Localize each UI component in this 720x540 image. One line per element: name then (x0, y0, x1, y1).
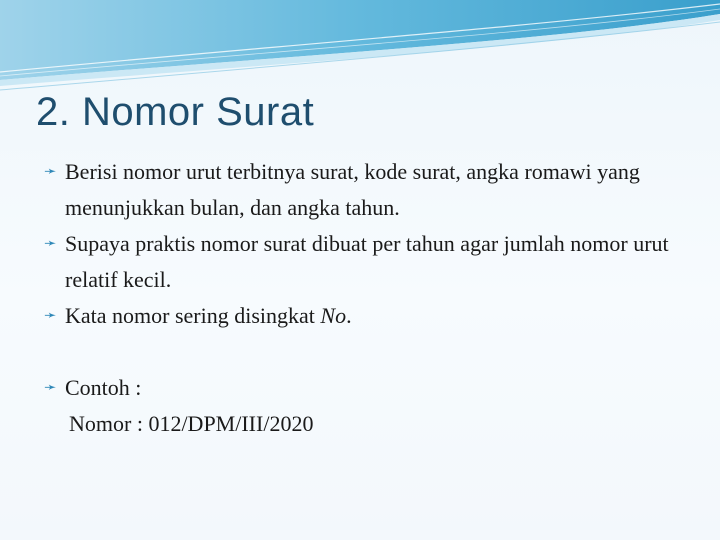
bullet-text-before: Kata nomor sering disingkat (65, 303, 321, 328)
bullet-text-after: . (346, 303, 352, 328)
abbreviation-emphasis: No (320, 303, 347, 328)
bullet-arrow-icon: ➛ (44, 236, 57, 252)
spacer (44, 334, 684, 370)
header-wave-decoration (0, 0, 720, 100)
example-item (44, 370, 684, 406)
bullet-text: Supaya praktis nomor surat dibuat per tahun agar jumlah nomor urut relatif kecil. (65, 231, 669, 292)
bullet-arrow-icon: ➛ (44, 380, 57, 396)
example-label: Contoh : (65, 375, 142, 400)
bullet-text: Berisi nomor urut terbitnya surat, kode surat, angka romawi yang menunjukkan bulan, dan angka tahun. (65, 159, 640, 220)
example-value: Nomor : 012/DPM/III/2020 (69, 411, 314, 436)
bullet-item (44, 154, 684, 226)
bullet-item (44, 226, 684, 298)
slide-title: 2. Nomor Surat (36, 90, 315, 134)
bullet-arrow-icon: ➛ (44, 308, 57, 324)
bullet-arrow-icon: ➛ (44, 164, 57, 180)
slide-content (44, 154, 684, 442)
bullet-item (44, 298, 684, 334)
